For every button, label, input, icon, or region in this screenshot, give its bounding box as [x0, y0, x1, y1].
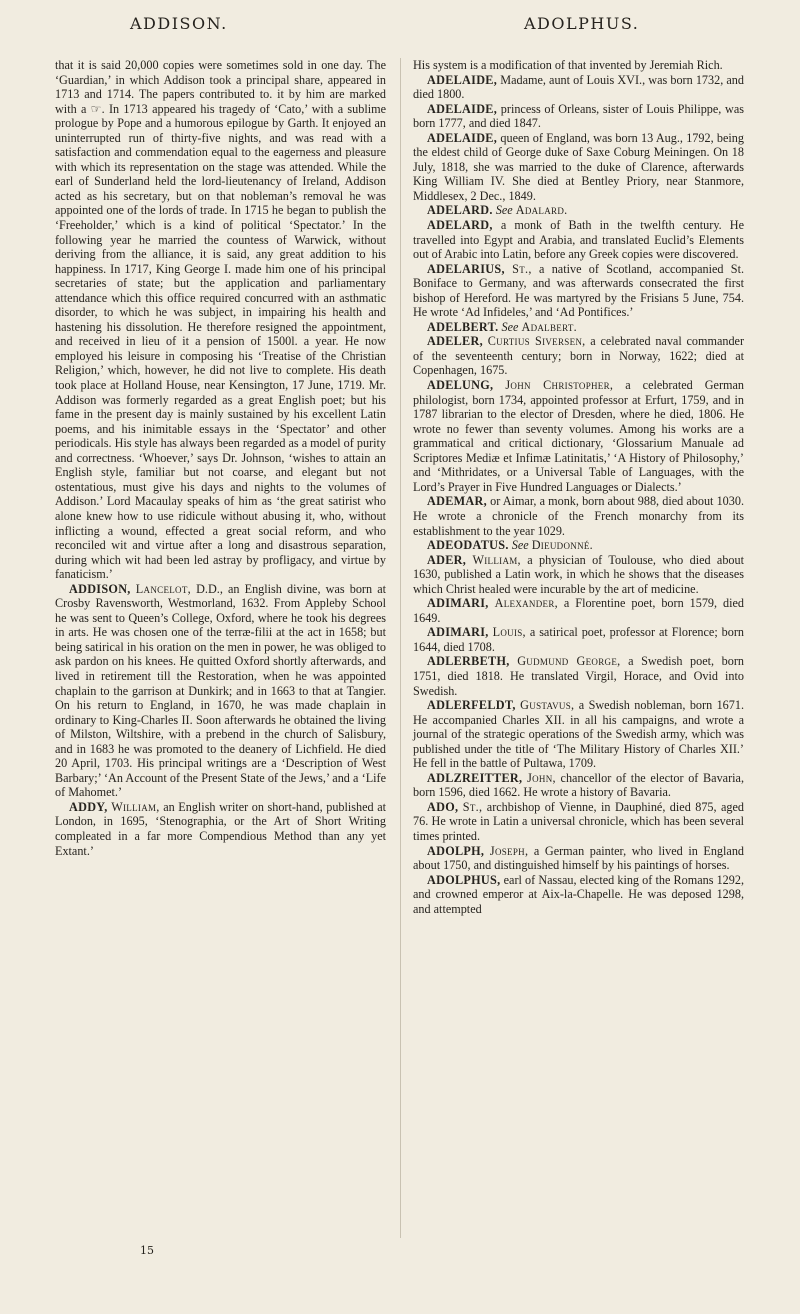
entry-headword: ADELARIUS, [427, 261, 505, 276]
dictionary-entry [413, 538, 744, 553]
dictionary-entry [55, 582, 386, 800]
entry-subname: Alexander, [494, 596, 558, 611]
see-reference: See [501, 319, 519, 334]
entry-headword: ADLZREITTER, [427, 770, 523, 785]
entry-headword: ADELAIDE, [427, 72, 498, 87]
signature-mark: 15 [140, 1244, 154, 1257]
dictionary-entry [413, 698, 744, 771]
entry-headword: ADELAIDE, [427, 101, 498, 116]
entry-headword: ADDISON, [69, 581, 131, 596]
entry-headword: ADELUNG, [427, 378, 494, 393]
entry-subname: St., [512, 261, 532, 276]
entry-text: an English writer on short-hand, published at London, in 1695, ‘Stenographia, or the Art of Short Writing compleated in a far more Compendious Method than any yet Extant.’ [55, 799, 386, 858]
dictionary-entry [413, 771, 744, 800]
entry-headword: ADLERBETH, [427, 654, 510, 669]
see-reference: See [511, 538, 529, 553]
entry-subname: St., [462, 799, 483, 814]
entry-text: a German painter, who lived in England about 1750, and distinguished himself by his paintings of horses. [413, 843, 745, 873]
entry-headword: ADELARD. [427, 203, 493, 218]
entry-text: that it is said 20,000 copies were sometimes sold in one day. The ‘Guardian,’ in which Addison took a principal share, appeared in 1713 and 1714. The papers contributed to. it by him are marked with a ☞. In 1713 appeared his tragedy of ‘Cato,’ with a sublime prologue by Pope and a humorous epilogue by Garth. It enjoyed an uninterrupted run of thirty-five nights, and was read with a satisfaction and commendation equal to the eagerness and pleasure with which its representation on the stage was attended. While the earl of Sunderland held the lord-lieutenancy of Ireland, Addison acted as his secretary, but on that nobleman’s removal he was appointed one of the lords of trade. In 1715 he began to publish the ‘Freeholder,’ which is a kind of political ‘Spectator.’ In the following year he married the countess of Warwick, without deriving from the alliance, it is said, any great addition to his happiness. In 1717, King George I. made him one of his principal secretaries of state; but the application and parliamentary attendance which this office required concurred with an asthmatic disorder, to which he was subject, in impairing his health and hastening his dissolution. He therefore resigned the appointment, and received in lieu of it a pension of 1500l. a year. He now employed his leisure in composing his ‘Treatise of the Christian Religion,’ which, however, he did not live to complete. His death took place at Holland House, near Kensington, 17 June, 1719. Mr. Addison was formerly regarded as a great English poet; but his fame in the present day is mainly sustained by his excellent Latin poems, and his inimitable essays in the ‘Spectator’ and other periodicals. His style has always been regarded as a model of purity and correctness. ‘Whoever,’ says Dr. Johnson, ‘wishes to attain an English style, familiar but not coarse, and elegant but not ostentatious, must give his days and nights to the volumes of Addison.’ Lord Macaulay speaks of him as ‘the great satirist who alone knew how to use ridicule without abusing it, who, without inflicting a wound, effected a great social reform, and who reconciled wit and virtue after a long and disastrous separation, during which wit had been led astray by profligacy, and virtue by fanaticism.’ [55, 58, 386, 582]
entry-text: D.D., an English divine, was born at Crosby Ravensworth, Westmorland, 1632. From Appleby School he was sent to Queen’s College, Oxford, where he took his degrees in arts. He was chosen one of the terræ-filii at the act in 1658; but being satirical in his oration on the men in power, he was obliged to ask pardon on his knees. He quitted Oxford shortly afterwards, and lived in retirement till the Restoration, when he was appointed chaplain to the garrison at Dunkirk; and in 1663 to that at Tangier. On his return to England, in 1670, he was made chaplain in ordinary to King-Charles II. Soon afterwards he obtained the living of Milston, Wiltshire, with a prebend in the church of Salisbury, and in 1683 he was promoted to the deanery of Lichfield. He died 20 April, 1703. His principal writings are a ‘Description of West Barbary;’ ‘An Account of the Present State of the Jews,’ and a ‘Life of Mahomet.’ [55, 581, 387, 800]
dictionary-entry [413, 553, 744, 597]
dictionary-entry [413, 203, 744, 218]
entry-text: a Florentine poet, born 1579, died 1649. [413, 596, 745, 625]
continued-text [413, 58, 744, 73]
entry-headword: ADELER, [427, 334, 483, 349]
dictionary-entry [413, 654, 744, 698]
dictionary-entry [413, 73, 744, 102]
entry-subname: Adalard. [515, 203, 568, 218]
entry-text: princess of Orleans, sister of Louis Philippe, was born 1777, and died 1847. [413, 101, 744, 131]
see-reference: See [495, 203, 513, 218]
dictionary-entry [413, 494, 744, 538]
entry-text: chancellor of the elector of Bavaria, born 1596, died 1662. He wrote a history of Bavaria. [413, 770, 744, 800]
right-column [413, 58, 744, 916]
dictionary-entry [413, 625, 744, 654]
entry-text: a satirical poet, professor at Florence; born 1644, died 1708. [413, 625, 745, 654]
entry-text: a monk of Bath in the twelfth century. He travelled into Egypt and Arabia, and translated Euclid’s Elements out of Arabic into Latin, before any Greek copies were discovered. [413, 218, 745, 262]
entry-headword: ADOLPHUS, [427, 872, 501, 887]
entry-text: or Aimar, a monk, born about 988, died about 1030. He wrote a chronicle of the French monarchy from its establishment to the year 1029. [413, 494, 744, 538]
entry-text: earl of Nassau, elected king of the Romans 1292, and crowned emperor at Aix-la-Chapelle. He was deposed 1298, and attempted [413, 872, 745, 916]
entry-headword: ADOLPH, [427, 843, 485, 858]
right-running-head: ADOLPHUS. [524, 14, 640, 33]
dictionary-entry [55, 800, 386, 858]
entry-text: Madame, aunt of Louis XVI., was born 1732, and died 1800. [413, 72, 744, 102]
entry-subname: Louis, [492, 625, 526, 640]
entry-text: His system is a modification of that invented by Jeremiah Rich. [413, 58, 723, 72]
left-column [55, 58, 386, 858]
entry-subname: Adalbert. [521, 319, 577, 334]
entry-text: a celebrated naval commander of the seventeenth century; born in Norway, 1622; died at Copenhagen, 1675. [413, 334, 745, 378]
entry-subname: Joseph, [489, 843, 529, 858]
entry-headword: ADLERFELDT, [427, 698, 516, 713]
dictionary-entry [413, 378, 744, 494]
entry-headword: ADEMAR, [427, 494, 487, 509]
dictionary-entry [413, 334, 744, 378]
entry-text: a Swedish poet, born 1751, died 1818. He translated Virgil, Horace, and Ovid into Swedish. [413, 654, 745, 698]
dictionary-entry [413, 102, 744, 131]
entry-headword: ADER, [427, 552, 467, 567]
entry-text: archbishop of Vienne, in Dauphiné, died 875, aged 76. He wrote in Latin a universal chronicle, which has been several times printed. [413, 799, 744, 843]
dictionary-entry [413, 800, 744, 844]
dictionary-entry [413, 873, 744, 917]
entry-text: a native of Scotland, accompanied St. Boniface to Germany, and was afterwards consecrated the first bishop of Hereford. He was martyred by the Frisians 5 June, 754. He wrote ‘Ad Infideles,’ and ‘Ad Pontifices.’ [413, 261, 744, 320]
entry-headword: ADIMARI, [427, 625, 489, 640]
entry-subname: Lancelot, [135, 581, 191, 596]
dictionary-entry [413, 131, 744, 204]
left-running-head: ADDISON. [130, 14, 228, 33]
entry-subname: John Christopher, [505, 378, 614, 393]
dictionary-entry [413, 596, 744, 625]
entry-subname: John, [527, 770, 556, 785]
entry-subname: Dieudonné. [531, 538, 594, 553]
entry-headword: ADIMARI, [427, 596, 489, 611]
dictionary-entry [413, 844, 744, 873]
entry-subname: Curtius Siversen, [487, 334, 586, 349]
entry-text: a celebrated German philologist, born 1734, appointed professor at Erfurt, 1759, and in 1787 librarian to the elector of Dresden, where he died, 1806. He wrote no fewer than seventy volumes. Among his works are a grammatical and critical dictionary, ‘Glossarium Manuale ad Scriptores Mediæ et Infimæ Latinitatis,’ ‘A History of Philosophy,’ and ‘Mithridates, or a Universal Table of Languages, with the Lord’s Prayer in Five Hundred Languages or Dialects.’ [413, 378, 744, 494]
continued-text [55, 58, 386, 582]
entry-subname: Gustavus, [520, 698, 575, 713]
entry-headword: ADELAIDE, [427, 130, 498, 145]
entry-subname: William, [472, 552, 521, 567]
dictionary-entry [413, 218, 744, 262]
entry-headword: ADEODATUS. [427, 538, 509, 553]
entry-headword: ADDY, [69, 799, 108, 814]
entry-subname: Gudmund George, [517, 654, 621, 669]
entry-headword: ADO, [427, 799, 459, 814]
entry-subname: William, [111, 799, 160, 814]
column-divider [400, 58, 401, 1238]
page-header [0, 14, 800, 44]
dictionary-entry [413, 262, 744, 320]
entry-headword: ADELARD, [427, 218, 493, 233]
entry-text: a Swedish nobleman, born 1671. He accompanied Charles XII. in all his campaigns, and wrote a journal of the strategic operations of the Swedish army, which was published under the title of ‘The Military History of Charles XII.’ He fell in the battle of Pultawa, 1709. [413, 698, 744, 771]
entry-text: a physician of Toulouse, who died about 1630, published a Latin work, in which he shows that the diseases which Christ healed were incurable by the art of medicine. [413, 552, 745, 596]
dictionary-entry [413, 320, 744, 335]
entry-text: queen of England, was born 13 Aug., 1792, being the eldest child of George duke of Saxe Coburg Meiningen. On 18 July, 1818, she was married to the duke of Clarence, afterwards King William IV. She died at Bentley Priory, near Stanmore, Middlesex, 2 Dec., 1849. [413, 130, 744, 203]
entry-headword: ADELBERT. [427, 319, 499, 334]
